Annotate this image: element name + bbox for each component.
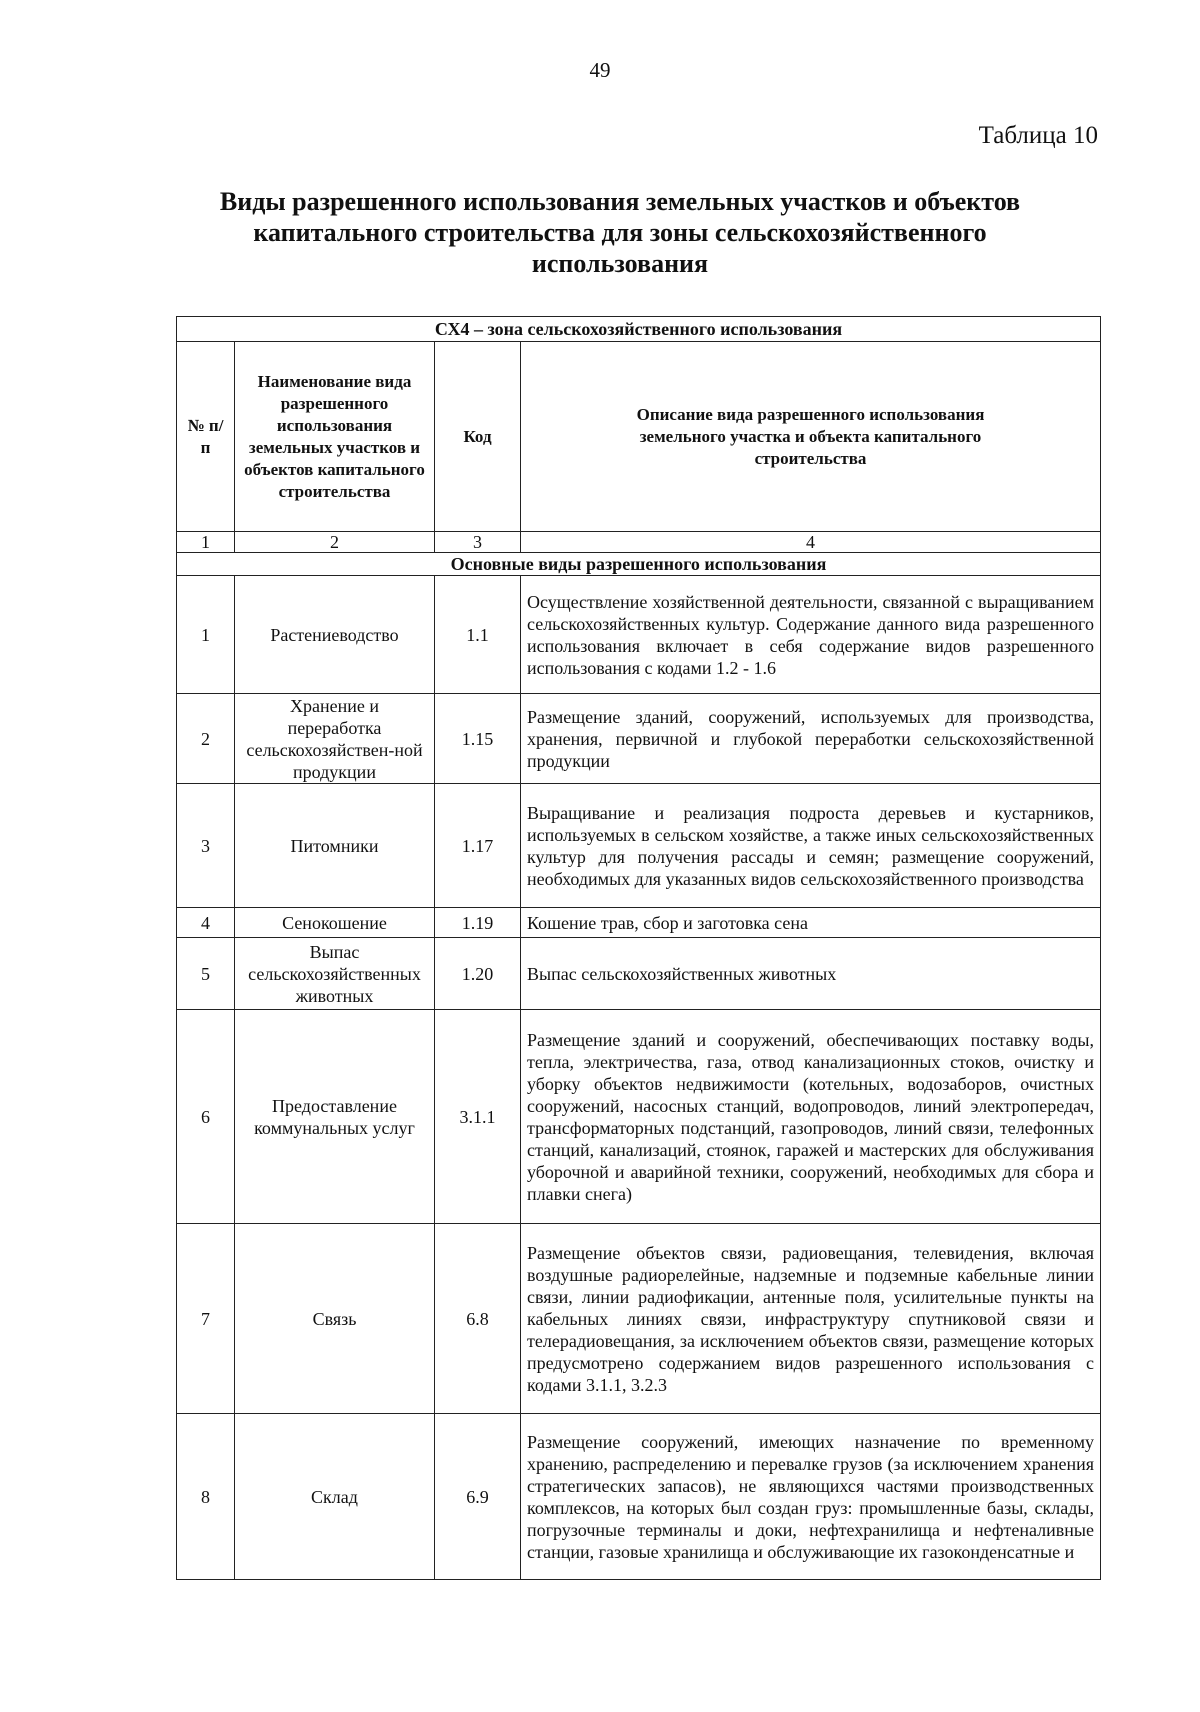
row-name: Питомники xyxy=(235,784,435,908)
column-header-row xyxy=(177,342,1101,532)
row-name: Предоставление коммунальных услуг xyxy=(235,1010,435,1224)
col-header-num: № п/п xyxy=(177,342,235,532)
row-description: Кошение трав, сбор и заготовка сена xyxy=(521,908,1101,938)
row-description: Размещение объектов связи, радиовещания, телевидения, включая воздушные радиорелейные, надземные и подземные кабельные линии связи, линии радиофикации, антенные поля, усилительные пункты на кабельных линиях связи, инфраструктуру спутниковой связи и телерадиовещания, за исключением объектов связи, размещение которых предусмотрено содержанием видов разрешенного использования с кодами 3.1.1, 3.2.3 xyxy=(521,1224,1101,1414)
section-header: Основные виды разрешенного использования xyxy=(177,553,1101,576)
col-number: 2 xyxy=(235,532,435,553)
col-number: 4 xyxy=(521,532,1101,553)
row-number: 6 xyxy=(177,1010,235,1224)
column-number-row xyxy=(177,532,1101,553)
row-code: 3.1.1 xyxy=(435,1010,521,1224)
row-name: Выпас сельскохозяйственных животных xyxy=(235,938,435,1010)
row-name: Связь xyxy=(235,1224,435,1414)
row-description: Размещение зданий, сооружений, используемых для производства, хранения, первичной и глубокой переработки сельскохозяйственной продукции xyxy=(521,694,1101,784)
row-name: Сенокошение xyxy=(235,908,435,938)
row-code: 6.9 xyxy=(435,1414,521,1580)
row-description: Размещение сооружений, имеющих назначение по временному хранению, распределению и перевалке грузов (за исключением хранения стратегических запасов), не являющихся частями производственных комплексов, на которых был создан груз: промышленные базы, склады, погрузочные терминалы и доки, нефтехранилища и нефтеналивные станции, газовые хранилища и обслуживающие их газоконденсатные и xyxy=(521,1414,1101,1580)
row-number: 5 xyxy=(177,938,235,1010)
row-code: 1.19 xyxy=(435,908,521,938)
row-description: Выращивание и реализация подроста деревьев и кустарников, используемых в сельском хозяйстве, а также иных сельскохозяйственных культур для получения рассады и семян; размещение сооружений, необходимых для указанных видов сельскохозяйственного производства xyxy=(521,784,1101,908)
col-number: 3 xyxy=(435,532,521,553)
document-title xyxy=(140,186,1100,279)
col-number: 1 xyxy=(177,532,235,553)
table-row xyxy=(177,784,1101,908)
table-row xyxy=(177,1414,1101,1580)
row-code: 1.17 xyxy=(435,784,521,908)
table-row xyxy=(177,1010,1101,1224)
zone-header-row xyxy=(177,317,1101,342)
table-row xyxy=(177,694,1101,784)
row-number: 8 xyxy=(177,1414,235,1580)
table-label: Таблица 10 xyxy=(978,122,1098,149)
zone-header: СХ4 – зона сельскохозяйственного использования xyxy=(177,317,1101,342)
row-number: 3 xyxy=(177,784,235,908)
table-row xyxy=(177,908,1101,938)
title-line-2: капитального строительства для зоны сельскохозяйственного xyxy=(253,218,987,247)
section-header-row xyxy=(177,553,1101,576)
row-name: Хранение и переработка сельскохозяйствен-ной продукции xyxy=(235,694,435,784)
row-code: 1.15 xyxy=(435,694,521,784)
row-name: Склад xyxy=(235,1414,435,1580)
row-name: Растениеводство xyxy=(235,576,435,694)
row-number: 2 xyxy=(177,694,235,784)
row-code: 1.1 xyxy=(435,576,521,694)
row-number: 1 xyxy=(177,576,235,694)
row-number: 4 xyxy=(177,908,235,938)
row-number: 7 xyxy=(177,1224,235,1414)
col-header-name: Наименование вида разрешенного использования земельных участков и объектов капитального строительства xyxy=(235,342,435,532)
table-row xyxy=(177,938,1101,1010)
row-code: 1.20 xyxy=(435,938,521,1010)
row-description: Выпас сельскохозяйственных животных xyxy=(521,938,1101,1010)
table-row xyxy=(177,576,1101,694)
title-line-1: Виды разрешенного использования земельных участков и объектов xyxy=(219,187,1021,216)
col-header-desc: Описание вида разрешенного использования земельного участка и объекта капитального строительства xyxy=(521,342,1101,532)
table-row xyxy=(177,1224,1101,1414)
land-use-table xyxy=(176,316,1101,1580)
row-code: 6.8 xyxy=(435,1224,521,1414)
title-line-3: использования xyxy=(531,249,709,278)
row-description: Размещение зданий и сооружений, обеспечивающих поставку воды, тепла, электричества, газа, отвод канализационных стоков, очистку и уборку объектов недвижимости (котельных, водозаборов, очистных сооружений, насосных станций, водопроводов, линий электропередач, трансформаторных подстанций, газопроводов, линий связи, телефонных станций, канализаций, стоянок, гаражей и мастерских для обслуживания уборочной и аварийной техники, сооружений, необходимых для сбора и плавки снега) xyxy=(521,1010,1101,1224)
col-header-code: Код xyxy=(435,342,521,532)
page-number: 49 xyxy=(589,58,611,82)
row-description: Осуществление хозяйственной деятельности, связанной с выращиванием сельскохозяйственных культур. Содержание данного вида разрешенного использования включает в себя содержание видов разрешенного использования с кодами 1.2 - 1.6 xyxy=(521,576,1101,694)
